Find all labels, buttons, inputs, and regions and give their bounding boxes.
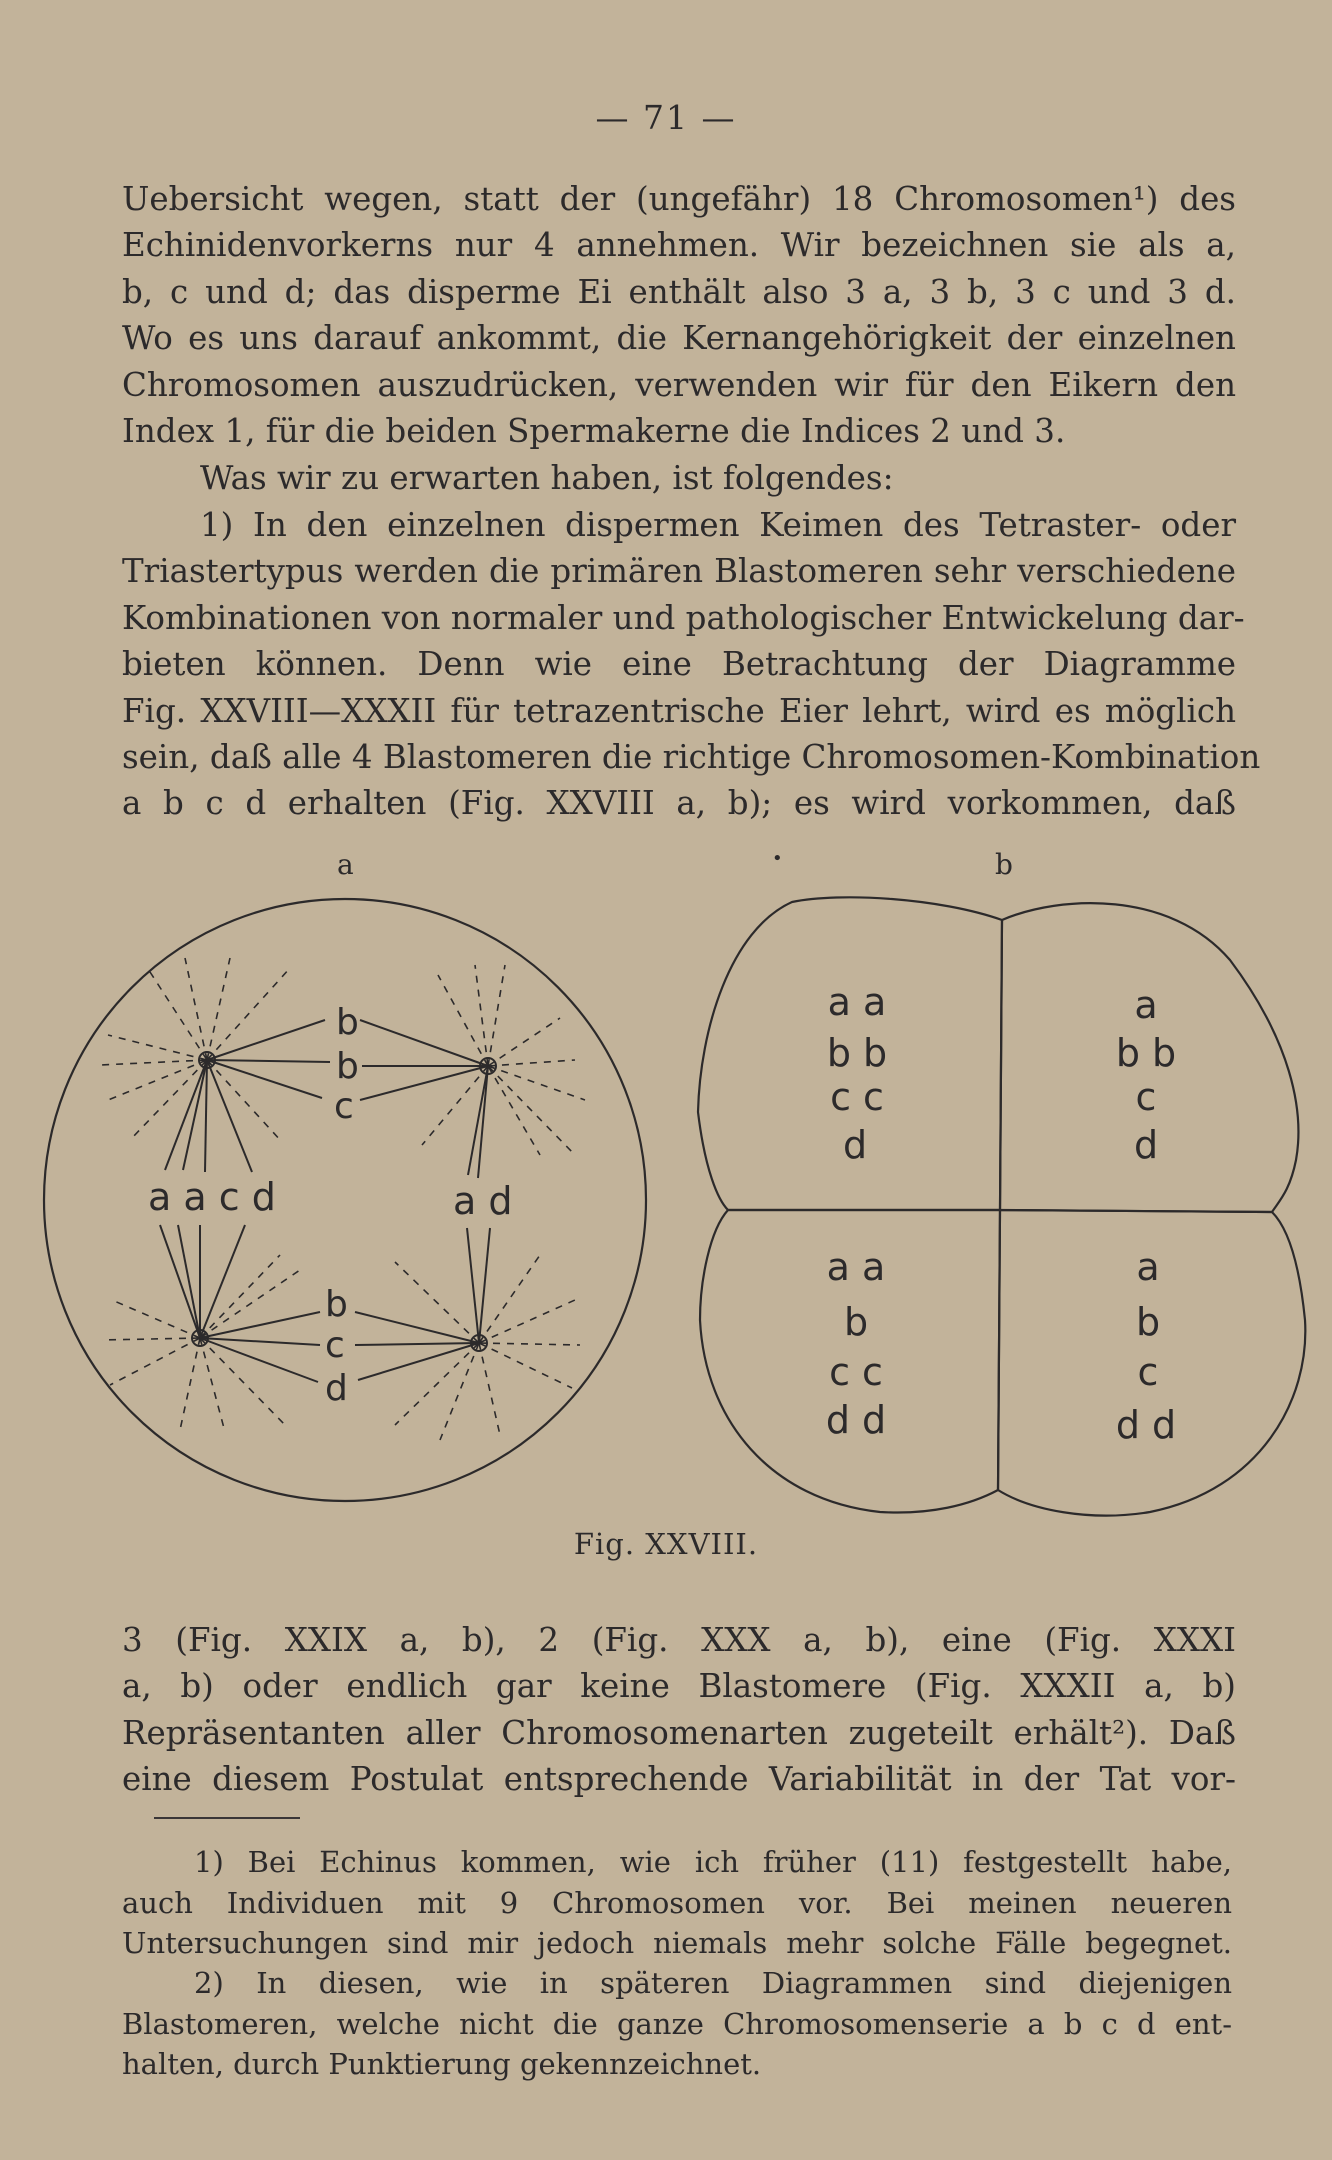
text-line: Kombinationen von normaler und pathologischer Entwickelung dar- xyxy=(122,598,1245,637)
figure-dot: • xyxy=(772,848,783,869)
footnote-line: Blastomeren, welche nicht die ganze Chromosomenserie a b c d ent- xyxy=(122,2006,1232,2041)
quadrant-label: c c xyxy=(830,1075,884,1119)
quadrant-label: a xyxy=(1136,1245,1160,1289)
text-line: b, c und d; das disperme Ei enthält also 3 a, 3 b, 3 c und 3 d. xyxy=(122,272,1236,311)
egg-outline xyxy=(44,899,646,1501)
footnote-2 xyxy=(122,1963,1232,2085)
chromosome-label: b xyxy=(336,1046,359,1087)
chromosome-group-label: a a c d xyxy=(148,1175,276,1219)
quadrant-label: c xyxy=(1135,1075,1157,1119)
text-line: 1) In den einzelnen dispermen Keimen des Tetraster- oder xyxy=(200,506,1236,544)
footnote-line: 1) Bei Echinus kommen, wie ich früher (11) festgestellt habe, xyxy=(194,1845,1232,1879)
chromosome-label: c xyxy=(334,1086,354,1127)
text-line: a b c d erhalten (Fig. XXVIII a, b); es wird vorkommen, daß xyxy=(122,784,1236,823)
quadrant-label: a a xyxy=(827,980,887,1024)
footnote-1 xyxy=(122,1842,1232,1964)
quadrant-label: a a xyxy=(826,1245,886,1289)
text-line: Was wir zu erwarten haben, ist folgendes: xyxy=(200,459,894,497)
chromosome-label: b xyxy=(325,1284,348,1325)
quadrant-label: b b xyxy=(1115,1031,1177,1075)
footnote-line: 2) In diesen, wie in späteren Diagrammen sind diejenigen xyxy=(194,1966,1232,2000)
text-line: Wo es uns darauf ankommt, die Kernangehörigkeit der einzelnen xyxy=(122,319,1236,358)
text-line: Repräsentanten aller Chromosomenarten zugeteilt erhält²). Daß xyxy=(122,1713,1236,1752)
text-line: Index 1, für die beiden Spermakerne die Indices 2 und 3. xyxy=(122,412,1066,451)
quadrant-label: d xyxy=(842,1123,868,1167)
text-line: bieten können. Denn wie eine Betrachtung der Diagramme xyxy=(122,645,1236,684)
footnote-line: auch Individuen mit 9 Chromosomen vor. Bei meinen neueren xyxy=(122,1885,1232,1920)
figure-panel-a xyxy=(44,899,646,1501)
footnote-line: halten, durch Punktierung gekennzeichnet. xyxy=(122,2047,762,2081)
text-line: Echinidenvorkerns nur 4 annehmen. Wir bezeichnen sie als a, xyxy=(122,226,1236,265)
text-line: Fig. XXVIII—XXXII für tetrazentrische Eier lehrt, wird es möglich xyxy=(122,691,1236,730)
chromosome-label: c xyxy=(325,1325,345,1366)
paragraph-4 xyxy=(122,1617,1236,1803)
quadrant-label: b xyxy=(843,1300,869,1344)
quadrant-label: c xyxy=(1137,1350,1159,1394)
chromosome-group-label: a d xyxy=(453,1179,513,1223)
text-line: Chromosomen auszudrücken, verwenden wir für den Eikern den xyxy=(122,365,1236,404)
text-line: 3 (Fig. XXIX a, b), 2 (Fig. XXX a, b), eine (Fig. XXXI xyxy=(122,1621,1236,1659)
footnote-rule xyxy=(154,1817,300,1819)
text-line: Uebersicht wegen, statt der (ungefähr) 18 Chromosomen¹) des xyxy=(122,180,1236,218)
figure-panel-b-label: b xyxy=(995,848,1013,881)
figure-panel-a-label: a xyxy=(337,848,354,881)
text-line: eine diesem Postulat entsprechende Variabilität in der Tat vor- xyxy=(122,1760,1236,1799)
figure-caption: Fig. XXVIII. xyxy=(573,1527,759,1561)
text-line: sein, daß alle 4 Blastomeren die richtige Chromosomen-Kombination xyxy=(122,738,1261,777)
quadrant-label: d d xyxy=(825,1398,887,1442)
quadrant-label: a xyxy=(1134,983,1158,1027)
chromosome-label: d xyxy=(325,1368,348,1409)
text-line: Triastertypus werden die primären Blastomeren sehr verschiedene xyxy=(122,552,1236,591)
page-number: — 71 — xyxy=(595,98,737,137)
quadrant-label: c c xyxy=(829,1350,883,1394)
chromosome-label: b xyxy=(336,1002,359,1043)
figure-panel-b xyxy=(698,897,1305,1515)
text-line: a, b) oder endlich gar keine Blastomere (Fig. XXXII a, b) xyxy=(122,1667,1236,1706)
footnote-line: Untersuchungen sind mir jedoch niemals mehr solche Fälle begegnet. xyxy=(122,1926,1232,1960)
quadrant-label: b b xyxy=(826,1031,888,1075)
quadrant-label: d d xyxy=(1115,1403,1177,1447)
quadrant-label: d xyxy=(1133,1123,1159,1167)
panel-a-labels xyxy=(148,1002,513,1409)
quadrant-label: b xyxy=(1135,1300,1161,1344)
